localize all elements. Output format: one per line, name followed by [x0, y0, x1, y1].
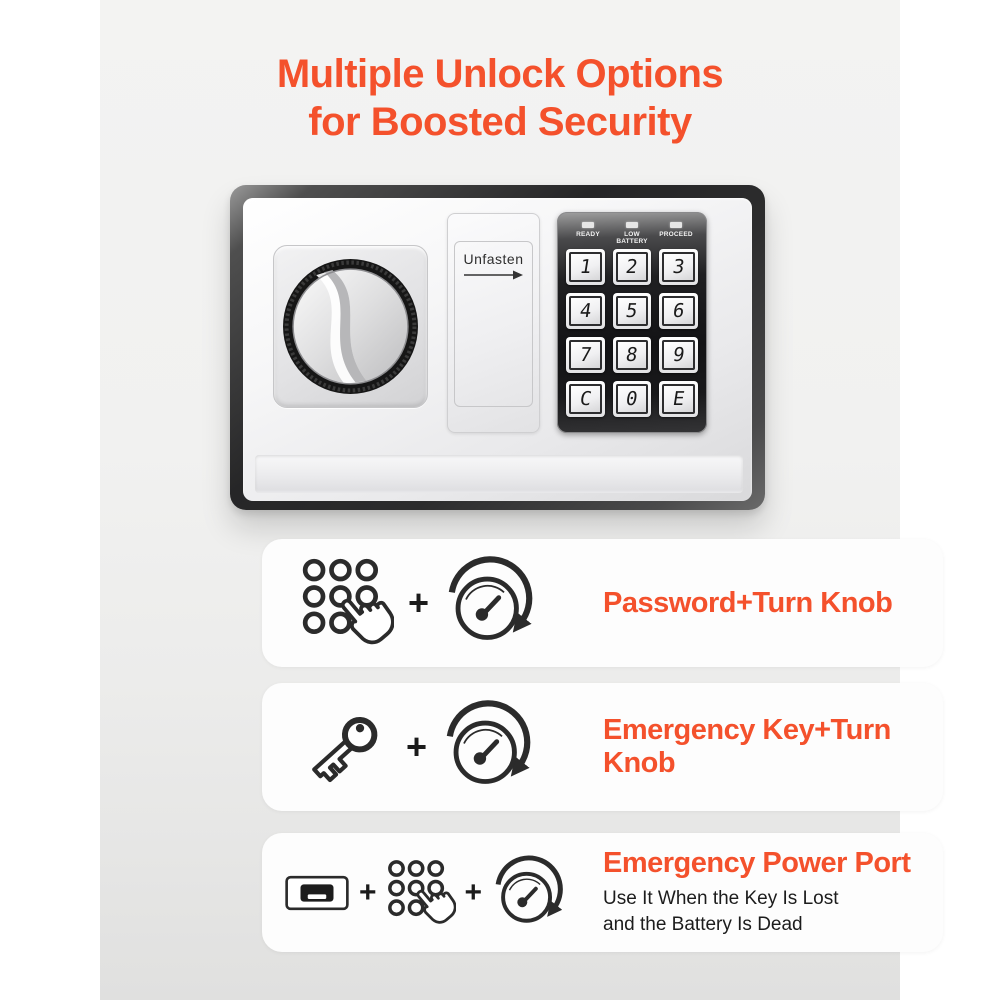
turn-knob-plate — [273, 245, 428, 408]
keypad-keys — [566, 249, 698, 417]
turn-knob-icon — [491, 855, 565, 931]
feature-card-key-knob — [262, 683, 943, 811]
safe-face-plate — [243, 198, 752, 501]
card2-title: Emergency Key+Turn Knob — [603, 714, 891, 779]
key-3: 3 — [659, 249, 698, 285]
plus-icon: + — [406, 726, 428, 767]
key-1: 1 — [566, 249, 605, 285]
plus-icon: + — [464, 875, 483, 909]
unfasten-door — [447, 213, 540, 433]
title-line-2: for Boosted Security — [308, 100, 692, 144]
card3-title: Emergency Power Port — [603, 847, 911, 879]
plus-icon: + — [359, 875, 377, 909]
safe-panel-image — [230, 185, 765, 510]
plus-icon: + — [408, 582, 430, 623]
led-indicator-row — [566, 222, 698, 245]
card1-icons — [262, 556, 603, 650]
led-low-battery: LOW BATTERY — [610, 222, 654, 245]
power-port-icon — [284, 873, 350, 913]
key-2: 2 — [613, 249, 652, 285]
key-9: 9 — [659, 337, 698, 373]
bottom-seam-strip — [255, 455, 743, 493]
key-8: 8 — [613, 337, 652, 373]
card3-icons — [262, 855, 603, 931]
title-line-1: Multiple Unlock Options — [276, 52, 724, 96]
card1-title: Password+Turn Knob — [603, 586, 893, 619]
card2-icons — [262, 700, 603, 794]
keypad-tap-icon — [386, 858, 456, 928]
turn-knob — [280, 256, 421, 397]
page-title — [100, 50, 900, 146]
right-arrow-icon — [463, 269, 525, 281]
door-seam — [454, 241, 533, 407]
keypad-tap-icon — [300, 556, 394, 650]
keypad-panel — [557, 212, 707, 433]
feature-card-password-knob — [262, 539, 943, 667]
led-ready: READY — [566, 222, 610, 245]
key-icon — [300, 701, 392, 793]
proceed-led-icon — [670, 222, 682, 228]
ready-led-icon — [582, 222, 594, 228]
door-label: Unfasten — [463, 251, 524, 267]
card3-subtitle — [603, 886, 943, 938]
background-canvas — [100, 0, 911, 1000]
key-7: 7 — [566, 337, 605, 373]
feature-card-power-port — [262, 833, 943, 952]
led-proceed: PROCEED — [654, 222, 698, 245]
key-0: 0 — [613, 381, 652, 417]
key-E: E — [659, 381, 698, 417]
card3-subtitle-line2: and the Battery Is Dead — [603, 914, 803, 935]
low-battery-led-icon — [626, 222, 638, 228]
key-6: 6 — [659, 293, 698, 329]
key-4: 4 — [566, 293, 605, 329]
turn-knob-icon — [443, 556, 535, 650]
key-5: 5 — [613, 293, 652, 329]
turn-knob-icon — [441, 700, 533, 794]
card3-subtitle-line1: Use It When the Key Is Lost — [603, 888, 839, 909]
key-C: C — [566, 381, 605, 417]
